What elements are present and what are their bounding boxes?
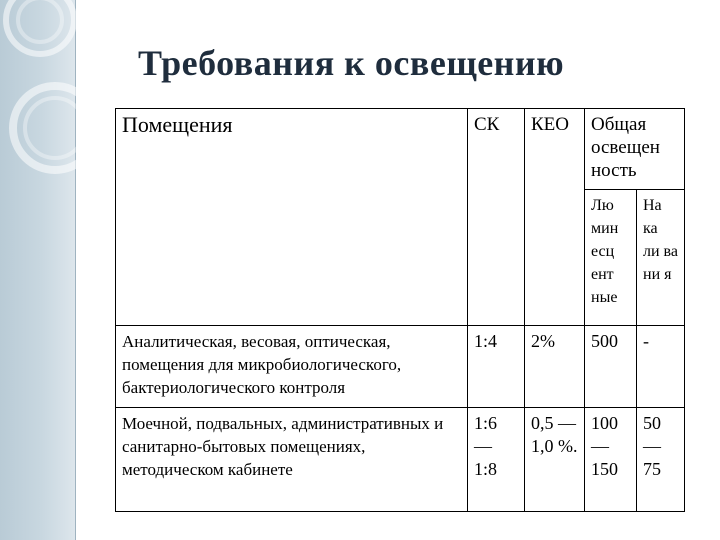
row-incandescent: - <box>637 326 685 408</box>
row-sk: 1:4 <box>468 326 525 408</box>
table-row <box>116 326 685 408</box>
slide-title: Требования к освещению <box>138 43 565 83</box>
header-rooms: Помещения <box>116 109 468 326</box>
table-row <box>116 408 685 512</box>
row-keo: 2% <box>525 326 585 408</box>
row-keo: 0,5 — 1,0 %. <box>525 408 585 512</box>
header-row <box>116 109 685 190</box>
header-incandescent: На ка ли ва ни я <box>637 190 685 326</box>
row-fluorescent: 500 <box>585 326 637 408</box>
row-sk: 1:6 — 1:8 <box>468 408 525 512</box>
header-general-lighting: Общая освещен ность <box>585 109 685 190</box>
header-fluorescent: Лю мин есц ент ные <box>585 190 637 326</box>
row-incandescent: 50 — 75 <box>637 408 685 512</box>
lighting-requirements-table <box>115 108 685 512</box>
row-fluorescent: 100 — 150 <box>585 408 637 512</box>
row-room: Моечной, подвальных, административных и санитарно-бытовых помещениях, методическом кабинете <box>116 408 468 512</box>
header-sk: СК <box>468 109 525 326</box>
header-keo: КЕО <box>525 109 585 326</box>
row-room: Аналитическая, весовая, оптическая, помещения для микробиологического, бактериологического контроля <box>116 326 468 408</box>
